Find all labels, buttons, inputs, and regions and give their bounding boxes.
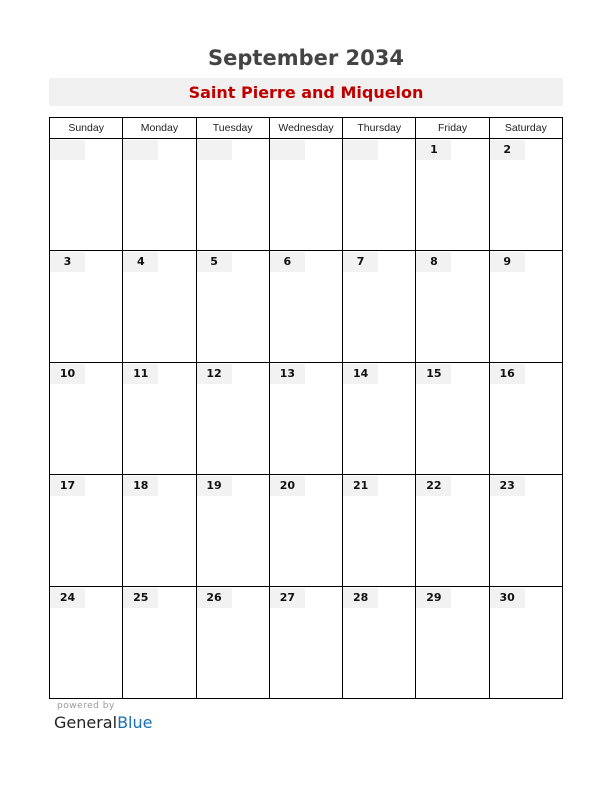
page-title: September 2034 [208, 46, 404, 70]
day-number [343, 140, 378, 160]
day-cell [343, 475, 416, 587]
day-cell [123, 251, 196, 363]
day-cell [196, 363, 269, 475]
day-number: 20 [270, 476, 305, 496]
day-number: 24 [50, 588, 85, 608]
weekday-tuesday: Tuesday [196, 118, 269, 139]
day-cell [489, 363, 562, 475]
brand-logo[interactable] [54, 713, 152, 732]
day-cell [196, 475, 269, 587]
day-cell [123, 363, 196, 475]
day-cell [343, 251, 416, 363]
day-number: 1 [416, 140, 451, 160]
day-number: 4 [123, 252, 158, 272]
day-cell [123, 139, 196, 251]
day-number: 9 [490, 252, 525, 272]
day-number: 3 [50, 252, 85, 272]
day-number [197, 140, 232, 160]
day-number [50, 140, 85, 160]
weekday-monday: Monday [123, 118, 196, 139]
day-cell [416, 587, 489, 699]
day-cell [489, 139, 562, 251]
day-cell [196, 251, 269, 363]
day-cell [50, 363, 123, 475]
day-cell [489, 251, 562, 363]
day-number: 28 [343, 588, 378, 608]
day-number: 22 [416, 476, 451, 496]
week-row [50, 139, 563, 251]
day-number: 29 [416, 588, 451, 608]
day-cell [343, 139, 416, 251]
day-number: 7 [343, 252, 378, 272]
day-cell [269, 139, 342, 251]
day-number [270, 140, 305, 160]
day-number: 26 [197, 588, 232, 608]
region-name: Saint Pierre and Miquelon [188, 83, 424, 102]
weekday-sunday: Sunday [50, 118, 123, 139]
day-number: 13 [270, 364, 305, 384]
day-number: 5 [197, 252, 232, 272]
day-cell [416, 251, 489, 363]
weekday-friday: Friday [416, 118, 489, 139]
day-cell [196, 139, 269, 251]
day-number: 25 [123, 588, 158, 608]
day-cell [416, 475, 489, 587]
week-row [50, 363, 563, 475]
weekday-thursday: Thursday [343, 118, 416, 139]
day-cell [343, 587, 416, 699]
day-number: 12 [197, 364, 232, 384]
weekday-wednesday: Wednesday [269, 118, 342, 139]
day-number: 16 [490, 364, 525, 384]
brand-name-general: General [54, 713, 118, 732]
day-number: 23 [490, 476, 525, 496]
day-cell [50, 251, 123, 363]
day-cell [416, 363, 489, 475]
day-number: 21 [343, 476, 378, 496]
day-number: 19 [197, 476, 232, 496]
day-number [123, 140, 158, 160]
region-banner [49, 78, 563, 106]
day-cell [269, 251, 342, 363]
day-cell [489, 475, 562, 587]
weekday-header-row [50, 118, 563, 139]
day-number: 2 [490, 140, 525, 160]
day-number: 15 [416, 364, 451, 384]
day-number: 8 [416, 252, 451, 272]
day-number: 27 [270, 588, 305, 608]
day-number: 17 [50, 476, 85, 496]
day-cell [123, 475, 196, 587]
day-cell [50, 587, 123, 699]
day-number: 6 [270, 252, 305, 272]
day-cell [416, 139, 489, 251]
week-row [50, 251, 563, 363]
day-cell [50, 139, 123, 251]
day-number: 10 [50, 364, 85, 384]
day-cell [269, 475, 342, 587]
day-cell [123, 587, 196, 699]
day-cell [269, 363, 342, 475]
day-number: 18 [123, 476, 158, 496]
day-number: 11 [123, 364, 158, 384]
day-cell [269, 587, 342, 699]
weekday-saturday: Saturday [489, 118, 562, 139]
brand-name-blue: Blue [117, 713, 153, 732]
calendar-grid [49, 117, 563, 699]
powered-by-text: powered by [57, 701, 115, 711]
week-row [50, 587, 563, 699]
day-cell [489, 587, 562, 699]
day-cell [343, 363, 416, 475]
day-cell [50, 475, 123, 587]
week-row [50, 475, 563, 587]
day-cell [196, 587, 269, 699]
day-number: 14 [343, 364, 378, 384]
day-number: 30 [490, 588, 525, 608]
